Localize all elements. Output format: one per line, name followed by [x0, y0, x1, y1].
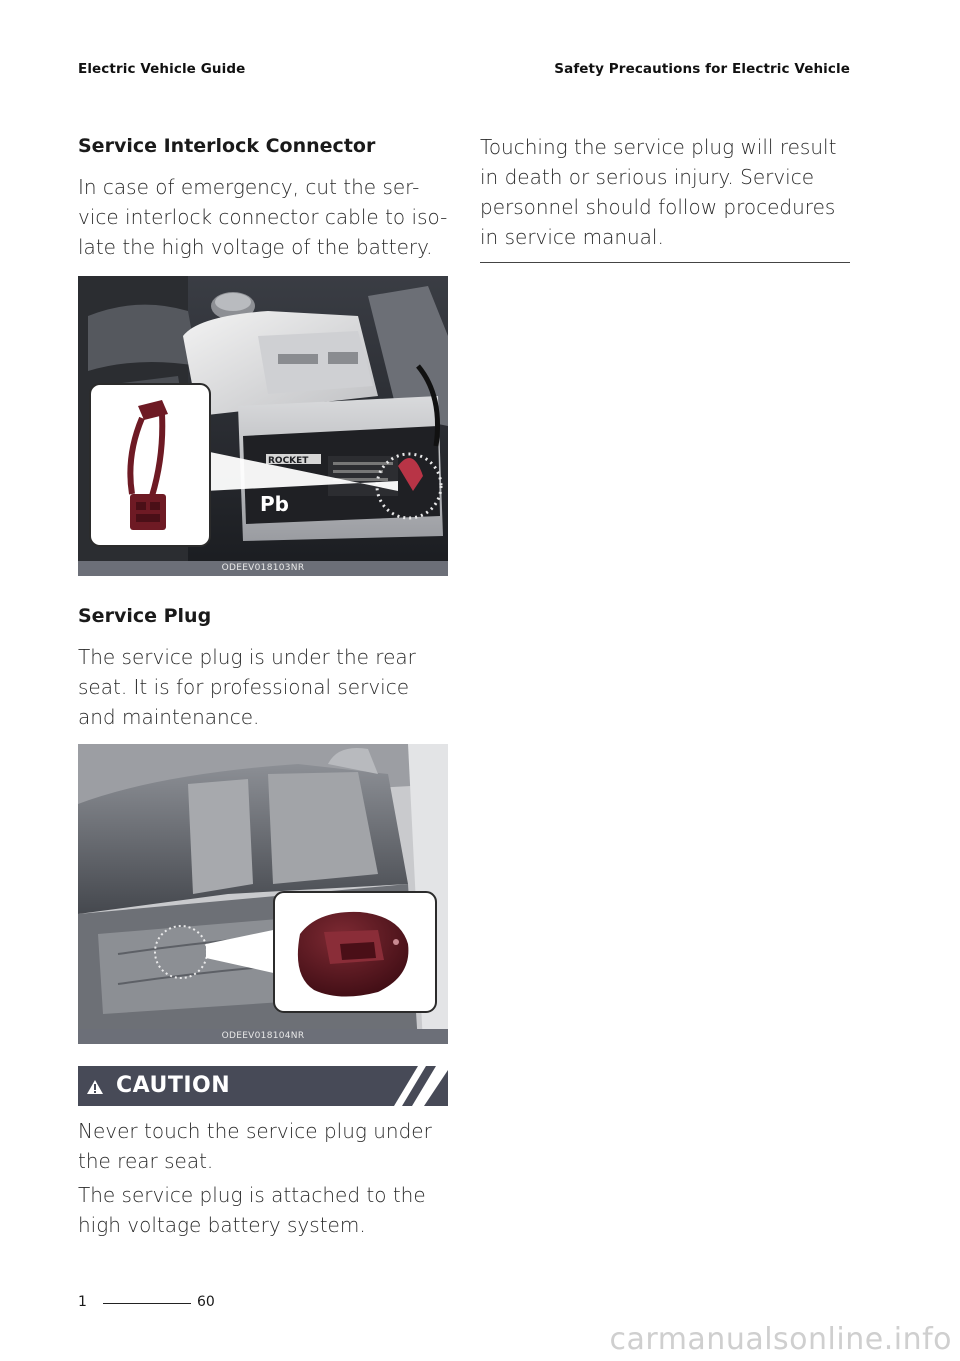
footer-divider: [103, 1303, 191, 1304]
watermark: carmanualsonline.info: [609, 1322, 952, 1357]
battery-mark: Pb: [260, 492, 289, 516]
page-number: 60: [197, 1294, 215, 1310]
figure-service-plug: [78, 744, 448, 1044]
running-header-left: Electric Vehicle Guide: [78, 61, 246, 77]
right-column: [480, 132, 850, 263]
caution-end-rule: [480, 262, 850, 263]
caution-text-1: Never touch the service plug under the rear seat.: [78, 1119, 432, 1173]
battery-brand: ROCKET: [268, 456, 309, 466]
interlock-body: In case of emergency, cut the ser-vice interlock connector cable to iso-late the high voltage of the battery.: [78, 175, 448, 259]
rear-seat-illustration: [78, 744, 448, 1044]
service-plug-body: The service plug is under the rear seat. It is for professional service and maintenance.: [78, 645, 416, 729]
caution-text-3: Touching the service plug will result in death or serious injury. Service personnel should follow procedures in service manual.: [480, 135, 837, 249]
chapter-number: 1: [78, 1294, 87, 1310]
caution-banner: [78, 1066, 448, 1106]
caution-text-2: The service plug is attached to the high voltage battery system.: [78, 1183, 426, 1237]
caution-label: CAUTION: [116, 1073, 231, 1098]
figure-code: ODEEV018104NR: [78, 1029, 448, 1044]
figure-code: ODEEV018103NR: [78, 561, 448, 576]
running-header-right: Safety Precautions for Electric Vehicle: [554, 61, 850, 77]
left-column: [78, 132, 448, 1240]
warning-triangle-icon: [86, 1079, 104, 1095]
hazard-stripes-icon: [378, 1066, 448, 1106]
section-title-interlock: Service Interlock Connector: [78, 135, 376, 157]
section-title-service-plug: Service Plug: [78, 605, 212, 627]
engine-bay-illustration: [78, 276, 448, 576]
figure-interlock-connector: [78, 276, 448, 576]
